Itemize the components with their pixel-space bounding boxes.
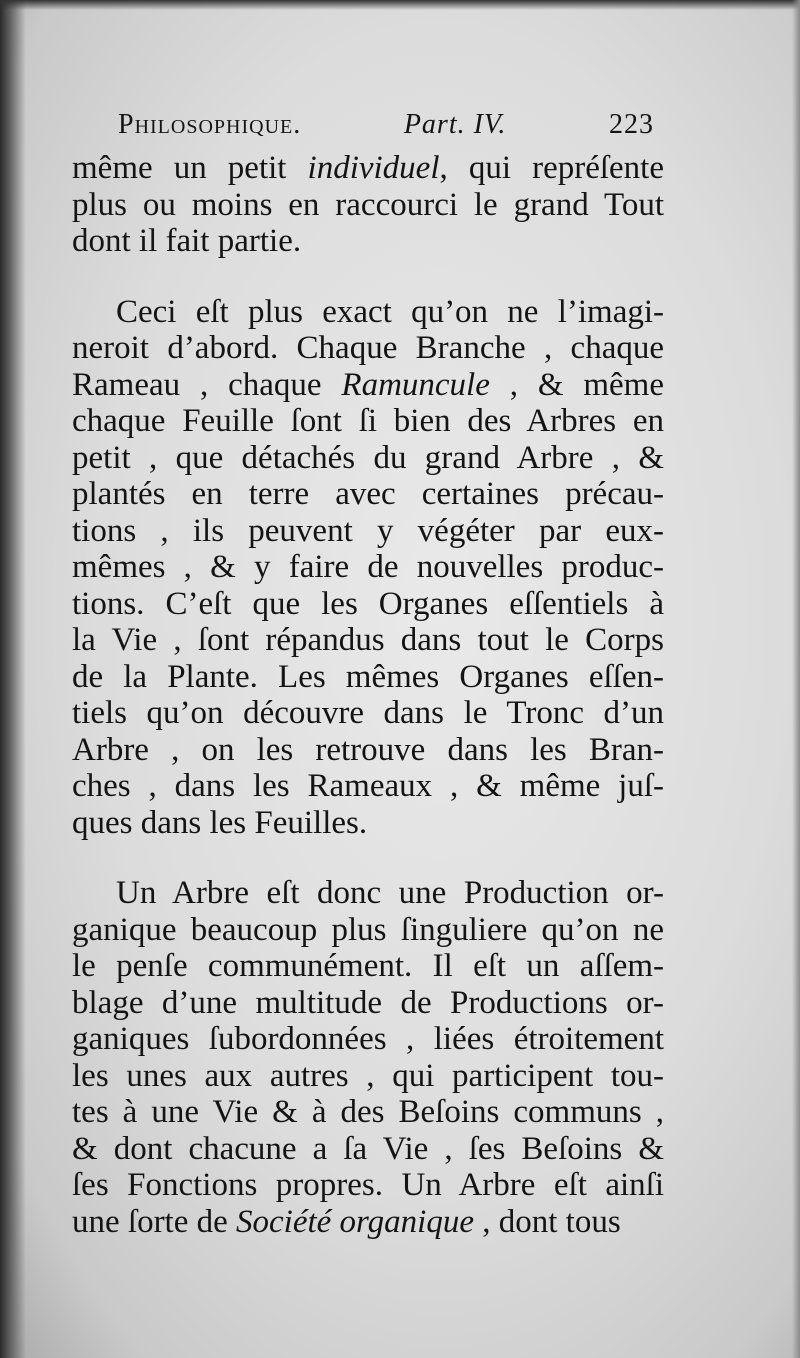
text-run: petit , que détachés du grand Arbre , & — [72, 439, 664, 476]
text-line — [72, 1021, 664, 1058]
text-run: Un Arbre eſt donc une Production or- — [116, 875, 664, 911]
text-run: même un petit — [72, 150, 308, 186]
text-run: chaque Feuille ſont ſi bien des Arbres en — [72, 403, 664, 439]
text-line — [72, 187, 664, 224]
text-run: tions , ils peuvent y végéter par eux- — [72, 512, 664, 549]
text-run: Arbre , on les retrouve dans les Bran- — [72, 731, 664, 768]
text-run: la Vie , ſont répandus dans tout le Corps — [72, 622, 664, 658]
text-run: Ceci eſt plus exact qu’on ne l’imagi- — [116, 293, 664, 330]
italic-term: Société organique — [236, 1203, 474, 1240]
text-run: ganique beaucoup plus ſinguliere qu’on ne — [72, 911, 664, 948]
text-line — [72, 875, 664, 912]
paragraph-gap — [72, 841, 664, 875]
text-line — [72, 549, 664, 586]
text-run: neroit d’abord. Chaque Branche , chaque — [72, 330, 664, 366]
page-text-block — [72, 100, 664, 1240]
text-run: tes à une Vie & à des Beſoins communs , — [72, 1094, 664, 1130]
text-line — [72, 1131, 664, 1168]
text-run: , & même — [489, 366, 664, 403]
text-run: , qui repréſente — [439, 150, 664, 186]
text-run: dont il fait partie. — [72, 223, 302, 259]
paragraph — [72, 150, 664, 260]
text-run: blage d’une multitude de Productions or- — [72, 984, 664, 1021]
text-run: les unes aux autres , qui participent tou- — [72, 1057, 664, 1094]
text-line — [72, 476, 664, 513]
text-line — [72, 1058, 664, 1095]
text-run: , dont tous — [474, 1203, 621, 1240]
binding-shadow — [0, 0, 26, 1358]
text-run: une ſorte de — [72, 1203, 237, 1240]
text-line — [72, 294, 664, 331]
text-line — [72, 1204, 664, 1241]
part-label: Part. IV. — [403, 109, 507, 140]
paragraph — [72, 294, 664, 842]
text-run: le penſe communément. Il eſt un aſſem- — [72, 948, 664, 984]
text-run: ques dans les Feuilles. — [72, 804, 368, 841]
text-line — [72, 659, 664, 696]
text-run: ches , dans les Rameaux , & même juſ- — [72, 768, 664, 804]
text-line — [72, 1167, 664, 1204]
text-run: plus ou moins en raccourci le grand Tout — [72, 186, 664, 223]
italic-term: individuel — [307, 150, 440, 186]
running-title: Philosophique. — [118, 109, 302, 140]
text-run: & dont chacune a ſa Vie , ſes Beſoins & — [72, 1130, 664, 1167]
body-text — [72, 150, 664, 1240]
text-run: plantés en terre avec certaines précau- — [72, 476, 664, 512]
text-line — [72, 586, 664, 623]
text-line — [72, 732, 664, 769]
running-header — [72, 100, 664, 150]
text-run: mêmes , & y faire de nouvelles produc- — [72, 549, 664, 585]
paragraph — [72, 875, 664, 1240]
text-run: ganiques ſubordonnées , liées étroitement — [72, 1021, 664, 1057]
text-line — [72, 150, 664, 187]
text-line — [72, 223, 664, 260]
paragraph-gap — [72, 260, 664, 294]
text-line — [72, 695, 664, 732]
text-line — [72, 622, 664, 659]
text-line — [72, 948, 664, 985]
text-line — [72, 912, 664, 949]
text-line — [72, 985, 664, 1022]
text-run: de la Plante. Les mêmes Organes eſſen- — [72, 658, 664, 695]
text-line — [72, 513, 664, 550]
right-edge-shadow — [792, 0, 800, 1358]
italic-term: Ramuncule — [341, 366, 490, 403]
text-line — [72, 440, 664, 477]
text-line — [72, 768, 664, 805]
text-line — [72, 805, 664, 842]
text-run: tiels qu’on découvre dans le Tronc d’un — [72, 695, 664, 731]
top-edge-shadow — [0, 0, 800, 10]
page-number: 223 — [609, 109, 654, 140]
text-line — [72, 367, 664, 404]
text-run: ſes Fonctions propres. Un Arbre eſt ainſi — [72, 1167, 664, 1203]
text-line — [72, 403, 664, 440]
text-line — [72, 1094, 664, 1131]
text-line — [72, 330, 664, 367]
text-run: tions. C’eſt que les Organes eſſentiels à — [72, 585, 664, 622]
text-run: Rameau , chaque — [72, 366, 342, 403]
